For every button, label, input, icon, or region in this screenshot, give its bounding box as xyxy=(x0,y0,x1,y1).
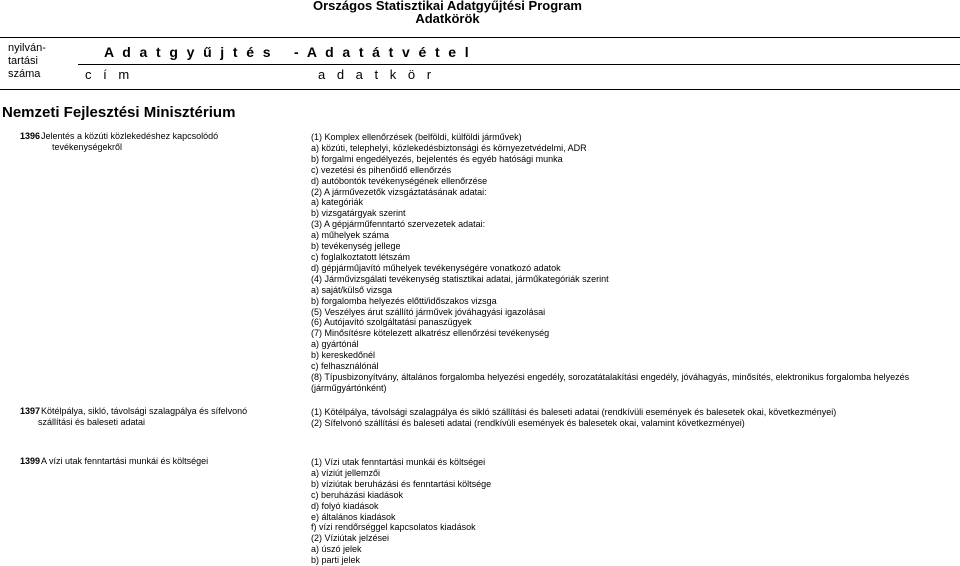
entry-items xyxy=(311,407,951,429)
list-item: (2) A járművezetők vizsgáztatásának adatai: xyxy=(311,186,487,197)
list-item: c) vezetési és pihenőidő ellenőrzés xyxy=(311,164,452,175)
list-item: b) forgalmi engedélyezés, bejelentés és egyéb hatósági munka xyxy=(311,153,563,164)
reception-heading: - A d a t á t v é t e l xyxy=(294,44,472,60)
list-item: (1) Komplex ellenőrzések (belföldi, külföldi járművek) xyxy=(311,132,522,142)
list-item: c) beruházási kiadások xyxy=(311,489,404,500)
list-item: f) vízi rendőrséggel kapcsolatos kiadások xyxy=(311,522,476,533)
list-item: a) közúti, telephelyi, közlekedésbiztonsági és környezetvédelmi, ADR xyxy=(311,142,587,153)
entry-title: A vízi utak fenntartási munkái és költségei xyxy=(41,456,209,466)
list-item: c) foglalkoztatott létszám xyxy=(311,251,411,262)
header-bottom-rule xyxy=(0,89,960,90)
data-domains-heading: a d a t k ö r xyxy=(318,67,436,82)
list-item: d) gépjárműjavító műhelyek tevékenységére vonatkozó adatok xyxy=(311,262,561,273)
list-item: b) tevékenység jellege xyxy=(311,241,401,252)
list-item: (1) Kötélpálya, távolsági szalagpálya és sikló szállítási és baleseti adatai (rendkívüli események és balesetek okai, következményei) xyxy=(311,407,837,417)
collection-heading: A d a t g y ű j t é s xyxy=(104,44,273,60)
program-title: Országos Statisztikai Adatgyűjtési Program xyxy=(313,0,582,13)
list-item: (2) Víziútak jelzései xyxy=(311,533,390,544)
list-item: b) vizsgatárgyak szerint xyxy=(311,208,406,219)
list-item: (1) Vízi utak fenntartási munkái és költségei xyxy=(311,457,486,467)
top-rule xyxy=(0,37,960,38)
entry-code: 1399 xyxy=(20,456,41,466)
list-item: (7) Minősítésre kötelezett alkatrész ellenőrzési tevékenység xyxy=(311,328,550,339)
list-item: b) kereskedőnél xyxy=(311,350,376,361)
entry-code: 1397 xyxy=(20,406,41,416)
list-item: b) parti jelek xyxy=(311,555,361,566)
list-item: b) víziútak beruházási és fenntartási költsége xyxy=(311,478,492,489)
list-item: a) saját/külső vizsga xyxy=(311,284,393,295)
list-item: c) felhasználónál xyxy=(311,361,379,372)
list-item: (6) Autójavító szolgáltatási panaszügyek xyxy=(311,317,472,328)
list-item: d) autóbontók tevékenységének ellenőrzése xyxy=(311,175,488,186)
list-item: b) forgalomba helyezés előtti/időszakos vizsga xyxy=(311,295,497,306)
program-subtitle: Adatkörök xyxy=(415,11,480,26)
entry-title-cont: tevékenységekről xyxy=(52,142,123,152)
list-item: (8) Típusbizonyítvány, általános forgalomba helyezési engedély, sorozatátalakítási engedély, jóváhagyás, minősítés, elektronikus forgalomba helyezés (járműgyártónként) xyxy=(311,371,910,393)
list-item: a) víziút jellemzői xyxy=(311,467,381,478)
entry-title: Jelentés a közúti közlekedéshez kapcsolódó xyxy=(41,131,219,141)
list-item: a) úszó jelek xyxy=(311,544,362,555)
list-item: (4) Járművizsgálati tevékenység statisztikai adatai, járműkategóriák szerint xyxy=(311,273,609,284)
mid-rule xyxy=(78,64,960,65)
entry-items xyxy=(311,132,951,394)
entry-title: Kötélpálya, sikló, távolsági szalagpálya és sífelvonó xyxy=(41,406,248,416)
list-item: (5) Veszélyes árut szállító járművek jóváhagyási igazolásai xyxy=(311,306,546,317)
registration-number-label: nyilván- tartási száma xyxy=(8,42,46,80)
list-item: a) műhelyek száma xyxy=(311,230,390,241)
ministry-name: Nemzeti Fejlesztési Minisztérium xyxy=(2,104,236,121)
list-item: (2) Sífelvonó szállítási és baleseti adatai (rendkívüli események és balesetek okai, valamint következményei) xyxy=(311,417,745,428)
list-item: a) gyártónál xyxy=(311,339,359,350)
collection-name-heading: c í m xyxy=(85,67,134,82)
list-item: d) folyó kiadások xyxy=(311,500,379,511)
entry-items xyxy=(311,457,951,566)
list-item: (3) A gépjárműfenntartó szervezetek adatai: xyxy=(311,219,486,230)
entry-code: 1396 xyxy=(20,131,41,141)
list-item: a) kategóriák xyxy=(311,197,364,208)
list-item: e) általános kiadások xyxy=(311,511,396,522)
entry-title-cont: szállítási és baleseti adatai xyxy=(38,417,146,427)
